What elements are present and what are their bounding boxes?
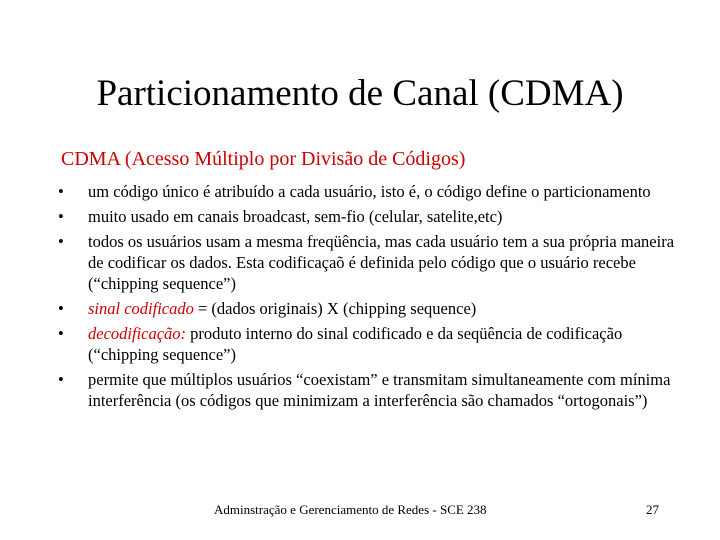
bullet-text: = (dados originais) X (chipping sequence)	[193, 299, 477, 318]
bullet-text: todos os usuários usam a mesma freqüência, mas cada usuário tem a sua própria maneira de codificar os dados. Esta codificaçaõ é definida pelo código que o usuário recebe (“chipping sequence”)	[88, 232, 675, 293]
bullet-text: permite que múltiplos usuários “coexistam” e transmitam simultaneamente com mínima interferência (os códigos que minimizam a interferência são chamados “ortogonais”)	[88, 370, 671, 410]
bullet-glyph: •	[58, 324, 64, 343]
bullet-list	[58, 181, 678, 415]
bullet-item	[58, 323, 678, 365]
bullet-text: um código único é atribuído a cada usuário, isto é, o código define o particionamento	[88, 182, 651, 201]
slide-subtitle: CDMA (Acesso Múltiplo por Divisão de Códigos)	[61, 148, 466, 170]
page-number: 27	[646, 502, 659, 517]
bullet-item	[58, 298, 678, 319]
bullet-glyph: •	[58, 207, 64, 226]
bullet-item	[58, 206, 678, 227]
bullet-text: produto interno do sinal codificado e da seqüência de codificação (“chipping sequence”)	[88, 324, 623, 364]
bullet-item	[58, 231, 678, 294]
bullet-term: sinal codificado	[88, 299, 194, 318]
bullet-glyph: •	[58, 370, 64, 389]
bullet-glyph: •	[58, 232, 64, 251]
bullet-text: muito usado em canais broadcast, sem-fio (celular, satelite,etc)	[88, 207, 503, 226]
bullet-glyph: •	[58, 299, 64, 318]
bullet-term: decodificação:	[88, 324, 187, 343]
bullet-item	[58, 369, 678, 411]
slide-title: Particionamento de Canal (CDMA)	[96, 73, 624, 114]
slide-footer: Adminstração e Gerenciamento de Redes - SCE 238	[214, 502, 487, 517]
bullet-item	[58, 181, 678, 202]
bullet-glyph: •	[58, 182, 64, 201]
